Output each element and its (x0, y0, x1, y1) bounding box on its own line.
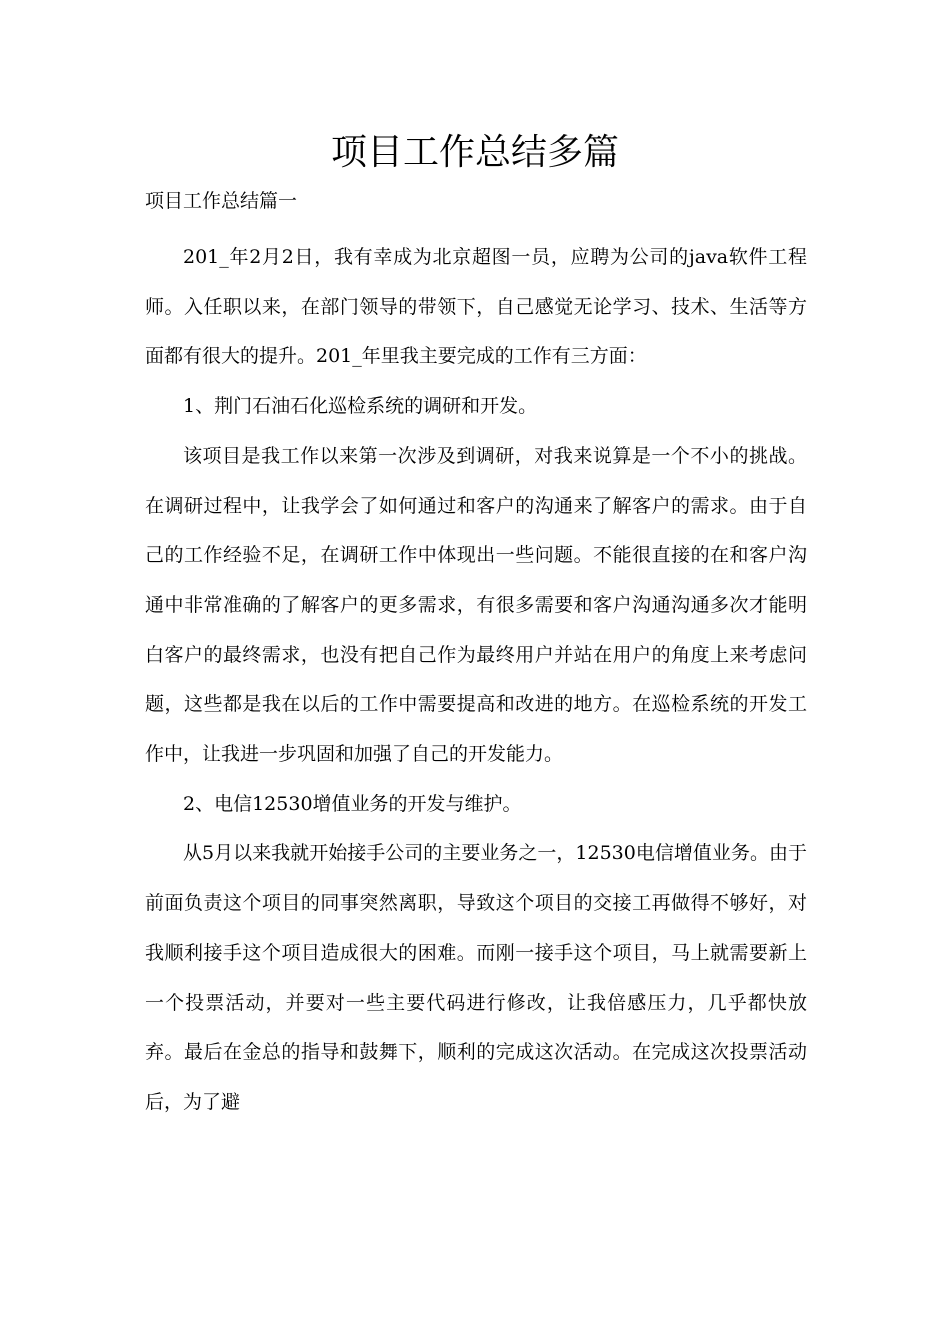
paragraph-project-1: 该项目是我工作以来第一次涉及到调研，对我来说算是一个不小的挑战。在调研过程中，让我学会了如何通过和客户的沟通来了解客户的需求。由于自己的工作经验不足，在调研工作中体现出一些问题。不能很直接的在和客户沟通中非常准确的了解客户的更多需求，有很多需要和客户沟通沟通多次才能明白客户的最终需求，也没有把自己作为最终用户并站在用户的角度上来考虑问题，这些都是我在以后的工作中需要提高和改进的地方。在巡检系统的开发工作中，让我进一步巩固和加强了自己的开发能力。 (145, 444, 807, 766)
paragraph-project-2: 从5月以来我就开始接手公司的主要业务之一，12530电信增值业务。由于前面负责这个项目的同事突然离职，导致这个项目的交接工再做得不够好，对我顺利接手这个项目造成很大的困难。而刚一接手这个项目，马上就需要新上一个投票活动，并要对一些主要代码进行修改，让我倍感压力，几乎都快放弃。最后在金总的指导和鼓舞下，顺利的完成这次活动。在完成这次投票活动后，为了避 (145, 842, 807, 1113)
document-title: 项目工作总结多篇 (330, 132, 619, 173)
list-item-2: 2、电信12530增值业务的开发与维护。 (183, 792, 522, 815)
document-body (145, 233, 807, 1128)
paragraph-intro: 201_年2月2日，我有幸成为北京超图一员，应聘为公司的java软件工程师。入任职以来，在部门领导的带领下，自己感觉无论学习、技术、生活等方面都有很大的提升。201_年里我主要完成的工作有三方面： (145, 246, 807, 368)
list-item-1: 1、荆门石油石化巡检系统的调研和开发。 (183, 395, 538, 418)
section-heading: 项目工作总结篇一 (145, 190, 298, 212)
